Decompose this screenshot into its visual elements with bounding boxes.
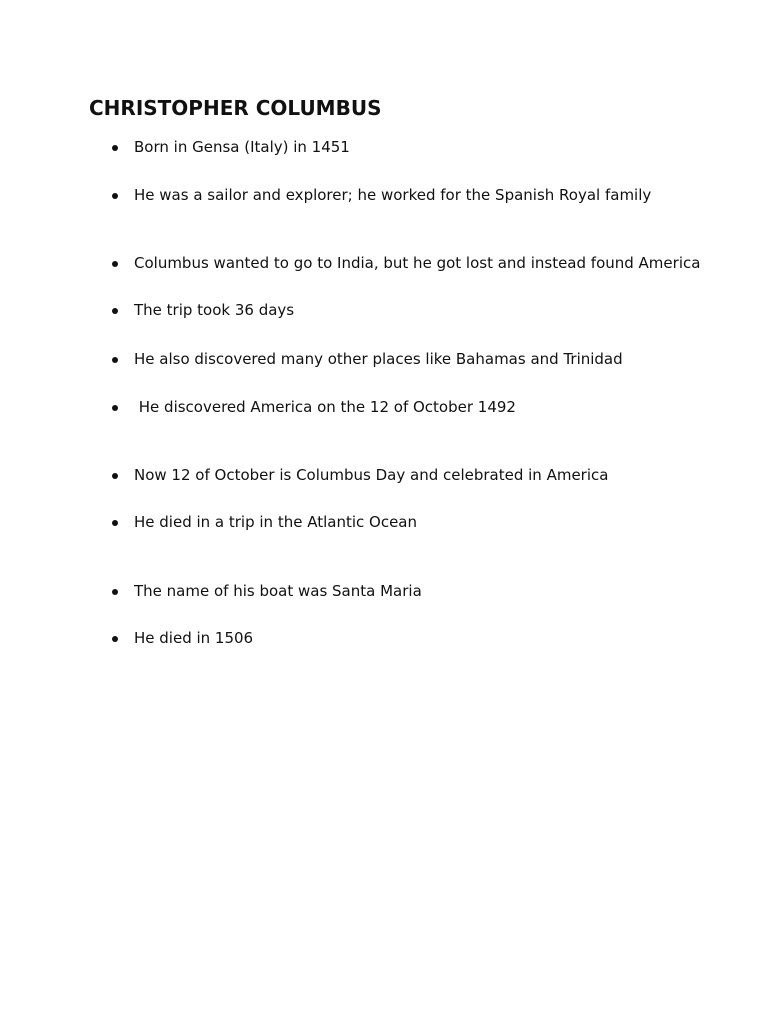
bullet-icon: [112, 261, 118, 267]
page-title: CHRISTOPHER COLUMBUS: [89, 96, 382, 120]
list-item-text: He was a sailor and explorer; he worked for the Spanish Royal family: [134, 186, 652, 204]
list-item-text: Columbus wanted to go to India, but he got lost and instead found America: [134, 254, 701, 272]
list-item-text: He died in a trip in the Atlantic Ocean: [134, 513, 418, 531]
bullet-icon: [112, 357, 118, 363]
bullet-icon: [112, 636, 118, 642]
bullet-icon: [112, 405, 118, 411]
list-item-text: He also discovered many other places like Bahamas and Trinidad: [134, 350, 623, 368]
bullet-icon: [112, 520, 118, 526]
list-item-text: He discovered America on the 12 of October 1492: [134, 398, 516, 416]
list-item-text: The name of his boat was Santa Maria: [134, 582, 422, 600]
bullet-icon: [112, 308, 118, 314]
bullet-icon: [112, 145, 118, 151]
list-item-text: Now 12 of October is Columbus Day and celebrated in America: [134, 466, 609, 484]
bullet-icon: [112, 589, 118, 595]
bullet-icon: [112, 193, 118, 199]
list-item-text: The trip took 36 days: [134, 301, 295, 319]
bullet-icon: [112, 473, 118, 479]
list-item-text: He died in 1506: [134, 629, 254, 647]
list-item-text: Born in Gensa (Italy) in 1451: [134, 138, 350, 156]
